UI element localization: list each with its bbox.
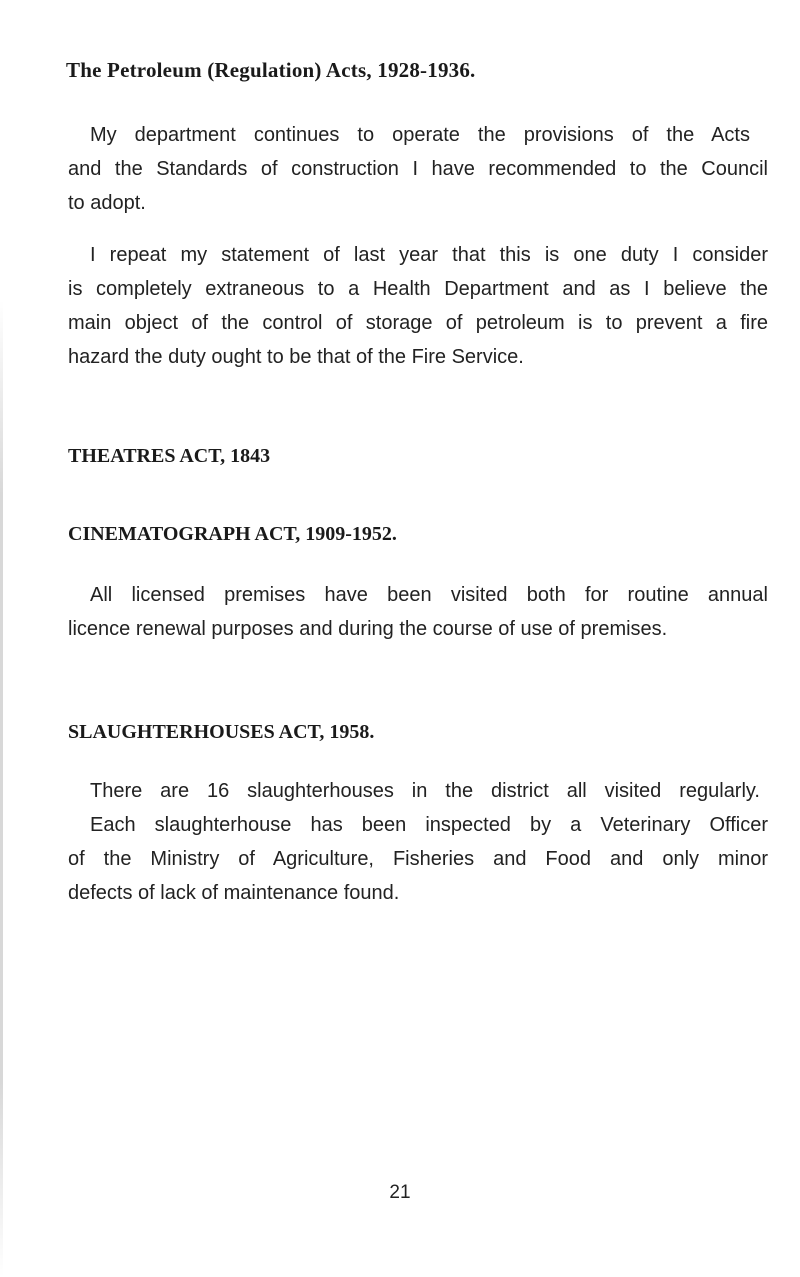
page-number: 21: [389, 1182, 411, 1203]
text-line: licence renewal purposes and during the course of use of premises.: [68, 618, 668, 640]
text-line: My department continues to operate the provisions of the Acts: [90, 124, 750, 146]
petroleum-acts-heading: The Petroleum (Regulation) Acts, 1928-1936.: [66, 58, 476, 82]
text-line: hazard the duty ought to be that of the Fire Service.: [68, 346, 524, 368]
text-line: of the Ministry of Agriculture, Fisheries and Food and only minor: [68, 848, 768, 870]
text-line: I repeat my statement of last year that this is one duty I consider: [90, 244, 768, 266]
slaughterhouses-paragraph: [68, 774, 768, 910]
petroleum-paragraph-1: [68, 118, 768, 220]
scan-edge-shadow: [0, 300, 3, 1277]
text-line: All licensed premises have been visited both for routine annual: [90, 584, 768, 606]
text-line: is completely extraneous to a Health Department and as I believe the: [68, 278, 768, 300]
text-line: Each slaughterhouse has been inspected by a Veterinary Officer: [90, 814, 768, 836]
text-line: and the Standards of construction I have recommended to the Council: [68, 158, 768, 180]
text-line: to adopt.: [68, 192, 146, 214]
theatres-act-heading: THEATRES ACT, 1843: [68, 445, 271, 467]
cinematograph-act-heading: CINEMATOGRAPH ACT, 1909-1952.: [68, 523, 397, 545]
petroleum-paragraph-2: [68, 238, 768, 374]
slaughterhouses-act-heading: SLAUGHTERHOUSES ACT, 1958.: [68, 721, 375, 743]
cinematograph-paragraph: [68, 578, 768, 646]
text-line: main object of the control of storage of petroleum is to prevent a fire: [68, 312, 768, 334]
text-line: defects of lack of maintenance found.: [68, 882, 400, 904]
text-line: There are 16 slaughterhouses in the district all visited regularly.: [90, 780, 760, 802]
